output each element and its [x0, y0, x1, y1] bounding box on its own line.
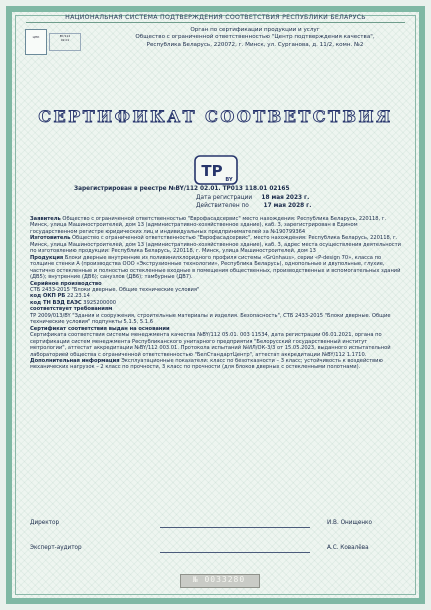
header-divider: [26, 22, 405, 23]
date-valid-label: Действителен по: [196, 203, 249, 209]
serial-label: Серийное производство: [30, 280, 102, 287]
emblem-logo: ЦПК: [25, 29, 47, 55]
date-issue-label: Дата регистрации: [196, 195, 253, 201]
tnved-code: код ТН ВЭД ЕАЭС 3925200000: [30, 299, 117, 306]
organ-line-1: Орган по сертификации продукции и услуг: [190, 27, 320, 33]
auditor-signature-line: [160, 552, 310, 553]
mark-main: TP: [201, 162, 223, 180]
auditor-name: А.С. Ковалёва: [327, 545, 369, 551]
organ-line-3: Республика Беларусь, 220072, г. Минск, ул. Сурганова, д. 11/2, комн. №2: [146, 41, 364, 48]
maker-section: Изготовитель Общество с ограниченной ответственностью "Еврофасадсервис", место нахождения: Республика Беларусь, 220118, г. Минск, улица Машиностроителей, дом 13 (административно-хозяйственное здание), каб. 3, адрес места осуществления деятельности по изготовлению продукции: Республика Беларусь, 220118, г. Минск, улица Машиностроителей, дом 13: [30, 235, 401, 255]
blank-number: № 0033280: [192, 575, 246, 584]
registry-number: Зарегистрирован в реестре №BY/112 02.01. ТР013 118.01 02165: [74, 186, 290, 192]
applicant-section: Заявитель Общество с ограниченной ответственностью "Еврофасадсервис" место нахождения: Республика Беларусь, 220118, г. Минск, улица Машиностроителей, дом 13 (административно-хозяйственное здание), каб. 3, зарегистрирован в Едином государственном регистре юридических лиц и индивидуальных предпринимателей за №190799364: [30, 216, 387, 235]
tr-conformity-mark-icon: [194, 155, 238, 185]
certification-body: [100, 27, 410, 49]
director-name: И.В. Онищенко: [327, 520, 372, 526]
system-title: НАЦИОНАЛЬНАЯ СИСТЕМА ПОДТВЕРЖДЕНИЯ СООТВЕТСТВИЯ РЕСПУБЛИКИ БЕЛАРУСЬ: [65, 14, 366, 21]
organ-line-2: Общество с ограниченной ответственностью "Центр подтверждения качества",: [135, 34, 375, 41]
director-signature-line: [160, 527, 310, 528]
okp-code: код ОКП РБ 22.23.14: [30, 293, 90, 300]
auditor-label: Эксперт-аудитор: [30, 545, 82, 551]
mark-sub: BY: [225, 177, 233, 183]
registry-code-box: BY/112 02.01: [49, 33, 81, 51]
basis-text: Сертификата соответствия системы менеджмента качества №BY/112 05.01. 003 11534, дата регистрации 06.01.2021, органа по сертификации систем менеджмента Республиканского унитарного предприятия "Белорусский государственный институт метрологии", аттестат аккредитации №BY/112 003.01. Протокола испытаний №ИЛ/ОК-3/3 от 15.05.2023, выданного испытательной лабораторией общества с ограниченной ответственностью "БелСтандартЦентр", аттестат аккредитации №BY/112 1.1710.: [30, 332, 391, 358]
date-issue: 18 мая 2023 г.: [261, 195, 310, 201]
conforms-text: ТР 2009/013/BY "Здания и сооружения, строительные материалы и изделия. Безопасность", СТБ 2433-2015 "Блоки дверные. Общие технические условия" подпункты 5.1.5, 5.1.6: [30, 312, 391, 326]
serial-standard: СТБ 2433-2015 "Блоки дверные. Общие технические условия": [30, 286, 200, 293]
conforms-label: соответствует требованиям: [30, 306, 113, 313]
basis-label: Сертификат соответствия выдан на основании: [30, 325, 170, 332]
dates-block: [196, 194, 311, 210]
product-section: Продукция Блоки дверные внутренние из поливинилхлоридного профиля системы «Grünhaus», серии «P-design 70», класса по толщине стенки А (производства ООО «Экструзионные технологии», Республика Беларусь), однопольные и двупольные, глухие, частично остекленные и полностью остекленные входные в помещения общественных, производственных и вспомогательных зданий (ДВ5); внутренние (ДВ6); санузлов (ДВ6); тамбурные (ДВ7).: [30, 254, 401, 281]
director-label: Директор: [30, 520, 60, 526]
certificate-title: СЕРТИФИКАТ СООТВЕТСТВИЯ: [38, 107, 393, 126]
extra-info: Дополнительная информация Эксплуатационные показатели: класс по безотказности – 3 класс; устойчивость к воздействию механических нагрузок – 2 класс по прочности, 3 класс по прочности (для блоков дверных с остекленными полотнами).: [30, 357, 383, 371]
date-valid: 17 мая 2028 г.: [263, 203, 312, 209]
certificate-body-text: [30, 216, 402, 371]
